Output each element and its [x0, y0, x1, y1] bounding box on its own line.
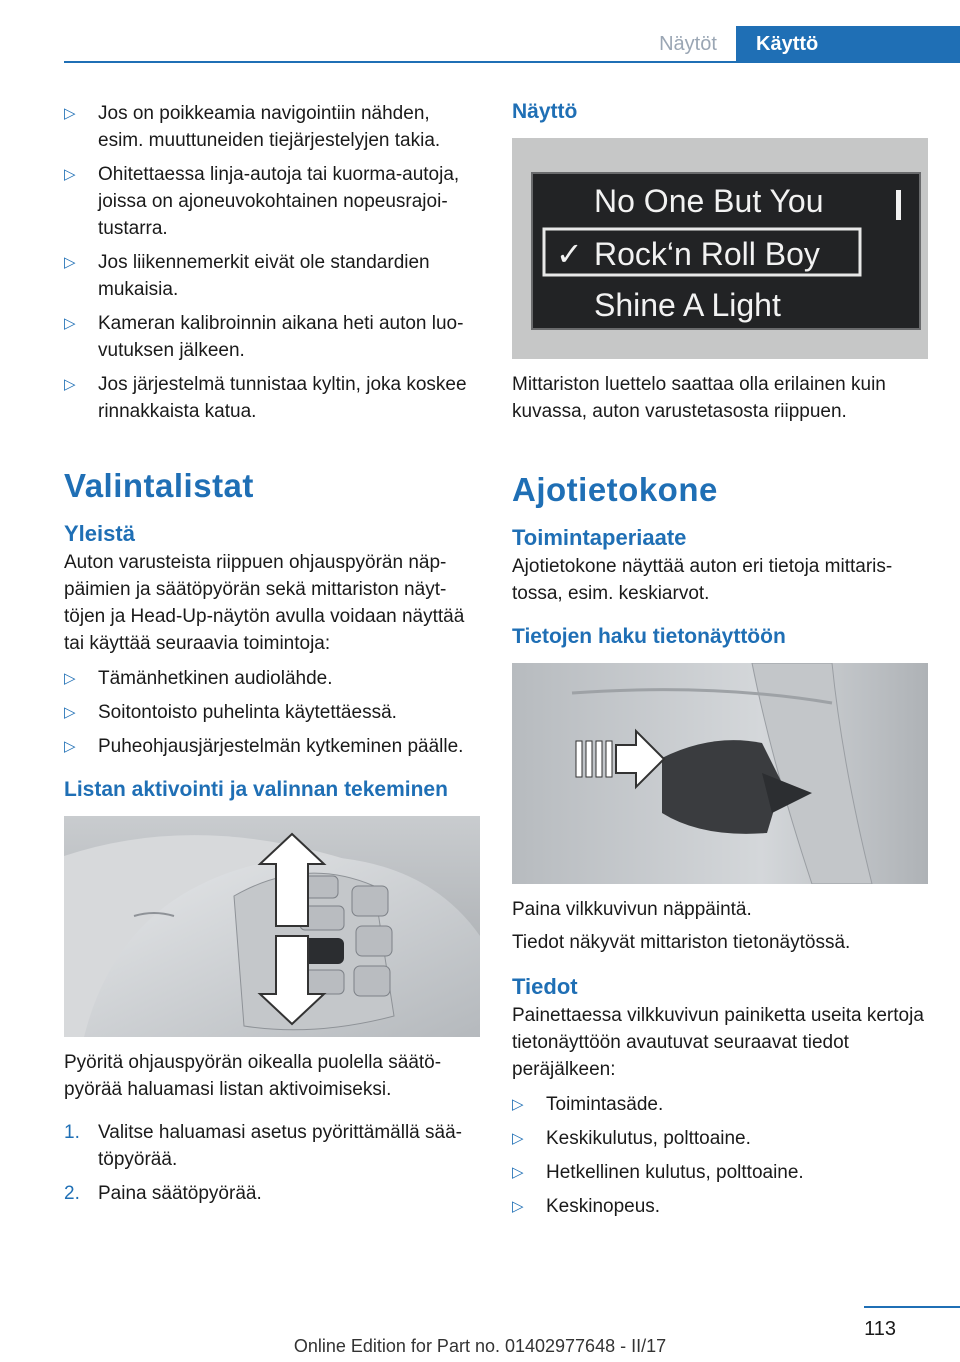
- paragraph-display: Mittariston luettelo saattaa olla erilainen kuin kuvassa, auton varustetasosta riippuen.: [512, 374, 886, 422]
- triangle-bullet-icon: ▷: [64, 670, 76, 687]
- paragraph-press: Paina vilkkuvivun näppäintä.: [512, 899, 752, 920]
- paragraph-info: Painettaessa vilkkuvivun painiketta useita kertoja tietonäyttöön avautuvat seuraavat tiedot peräjälkeen:: [512, 1005, 924, 1080]
- edition-footer: Online Edition for Part no. 01402977648 - II/17: [293, 1336, 667, 1356]
- list-item: ▷ Jos liikennemerkit eivät ole standardien mukaisia.: [64, 249, 480, 303]
- footer-rule: [864, 1306, 960, 1308]
- list-item: ▷ Hetkellinen kulutus, polttoaine.: [512, 1159, 928, 1186]
- steering-wheel-image: [64, 816, 480, 1037]
- list-item: ▷ Toimintasäde.: [512, 1091, 928, 1118]
- list-item: ▷ Tämänhetkinen audiolähde.: [64, 665, 480, 692]
- paragraph-general: Auton varusteista riippuen ohjauspyörän näppäimien ja säätöpyörän sekä mittariston näyttöjen ja Head-Up-näytön avulla voidaan näyttää tai käyttää seuraavia toimintoja:: [64, 552, 465, 654]
- stalk-button-image: [512, 663, 928, 884]
- subheading-principle: Toimintaperiaate: [512, 525, 687, 550]
- triangle-bullet-icon: ▷: [64, 254, 76, 271]
- list-item: 1. Valitse haluamasi asetus pyörittämällä säätöpyörää.: [64, 1122, 462, 1170]
- subheading-tiedot: Tiedot: [512, 974, 578, 999]
- bullet-list-info: [512, 1091, 928, 1220]
- triangle-bullet-icon: ▷: [64, 166, 76, 183]
- subheading-naytto: Näyttö: [512, 100, 578, 123]
- display-item-2: Rock‘n Roll Boy: [594, 236, 820, 272]
- page-number: 113: [864, 1318, 896, 1340]
- left-column: [64, 100, 480, 1214]
- list-item: ▷ Kameran kalibroinnin aikana heti auton luovutuksen jälkeen.: [64, 310, 480, 364]
- tab-naytot[interactable]: Näytöt: [640, 26, 736, 62]
- display-item-1: No One But You: [594, 183, 824, 219]
- list-item: ▷ Jos on poikkeamia navigointiin nähden, esim. muuttuneiden tiejärjestelyjen takia.: [64, 100, 480, 154]
- tab-kaytto[interactable]: Käyttö: [736, 26, 960, 62]
- check-icon: ✓: [556, 235, 583, 273]
- triangle-bullet-icon: ▷: [64, 738, 76, 755]
- list-item: ▷ Keskinopeus.: [512, 1193, 928, 1220]
- list-item: ▷ Jos järjestelmä tunnistaa kyltin, joka koskee rinnakkaista katua.: [64, 371, 480, 425]
- triangle-bullet-icon: ▷: [64, 105, 76, 122]
- triangle-bullet-icon: ▷: [64, 315, 76, 332]
- subheading-activate-list: Listan aktivointi ja valinnan tekeminen: [64, 778, 448, 801]
- list-item: ▷ Ohitettaessa linja-autoja tai kuorma-autoja, joissa on ajoneuvokohtainen nopeusrajoitustarra.: [64, 161, 480, 242]
- bullet-list-conditions: [64, 100, 480, 425]
- triangle-bullet-icon: ▷: [512, 1198, 524, 1215]
- bullet-list-functions: [64, 665, 480, 760]
- paragraph-principle: Ajotietokone näyttää auton eri tietoja mittaristossa, esim. keskiarvot.: [512, 556, 893, 604]
- subheading-fetch: Tietojen haku tietonäyttöön: [512, 625, 786, 648]
- subheading-yleista: Yleistä: [64, 521, 135, 546]
- triangle-bullet-icon: ▷: [512, 1096, 524, 1113]
- list-item: ▷ Soitontoisto puhelinta käytettäessä.: [64, 699, 480, 726]
- scrollbar-indicator: [896, 190, 901, 220]
- section-title-ajotietokone: Ajotietokone: [512, 471, 718, 508]
- right-column: [512, 100, 928, 1227]
- triangle-bullet-icon: ▷: [512, 1130, 524, 1147]
- triangle-bullet-icon: ▷: [512, 1164, 524, 1181]
- steps-list: [64, 1119, 480, 1207]
- triangle-bullet-icon: ▷: [64, 376, 76, 393]
- paragraph-wheel: Pyöritä ohjauspyörän oikealla puolella säätöpyörää haluamasi listan aktivoimiseksi.: [64, 1052, 442, 1100]
- triangle-bullet-icon: ▷: [64, 704, 76, 721]
- list-item: ▷ Keskikulutus, polttoaine.: [512, 1125, 928, 1152]
- page-header: [0, 0, 960, 62]
- list-item: 2. Paina säätöpyörää.: [64, 1183, 262, 1204]
- display-list-image: [512, 138, 928, 359]
- display-item-3: Shine A Light: [594, 287, 781, 323]
- section-title-valintalistat: Valintalistat: [64, 467, 254, 504]
- header-rule: [64, 61, 960, 63]
- list-item: ▷ Puheohjausjärjestelmän kytkeminen päälle.: [64, 733, 480, 760]
- paragraph-shown: Tiedot näkyvät mittariston tietonäytössä.: [512, 932, 851, 953]
